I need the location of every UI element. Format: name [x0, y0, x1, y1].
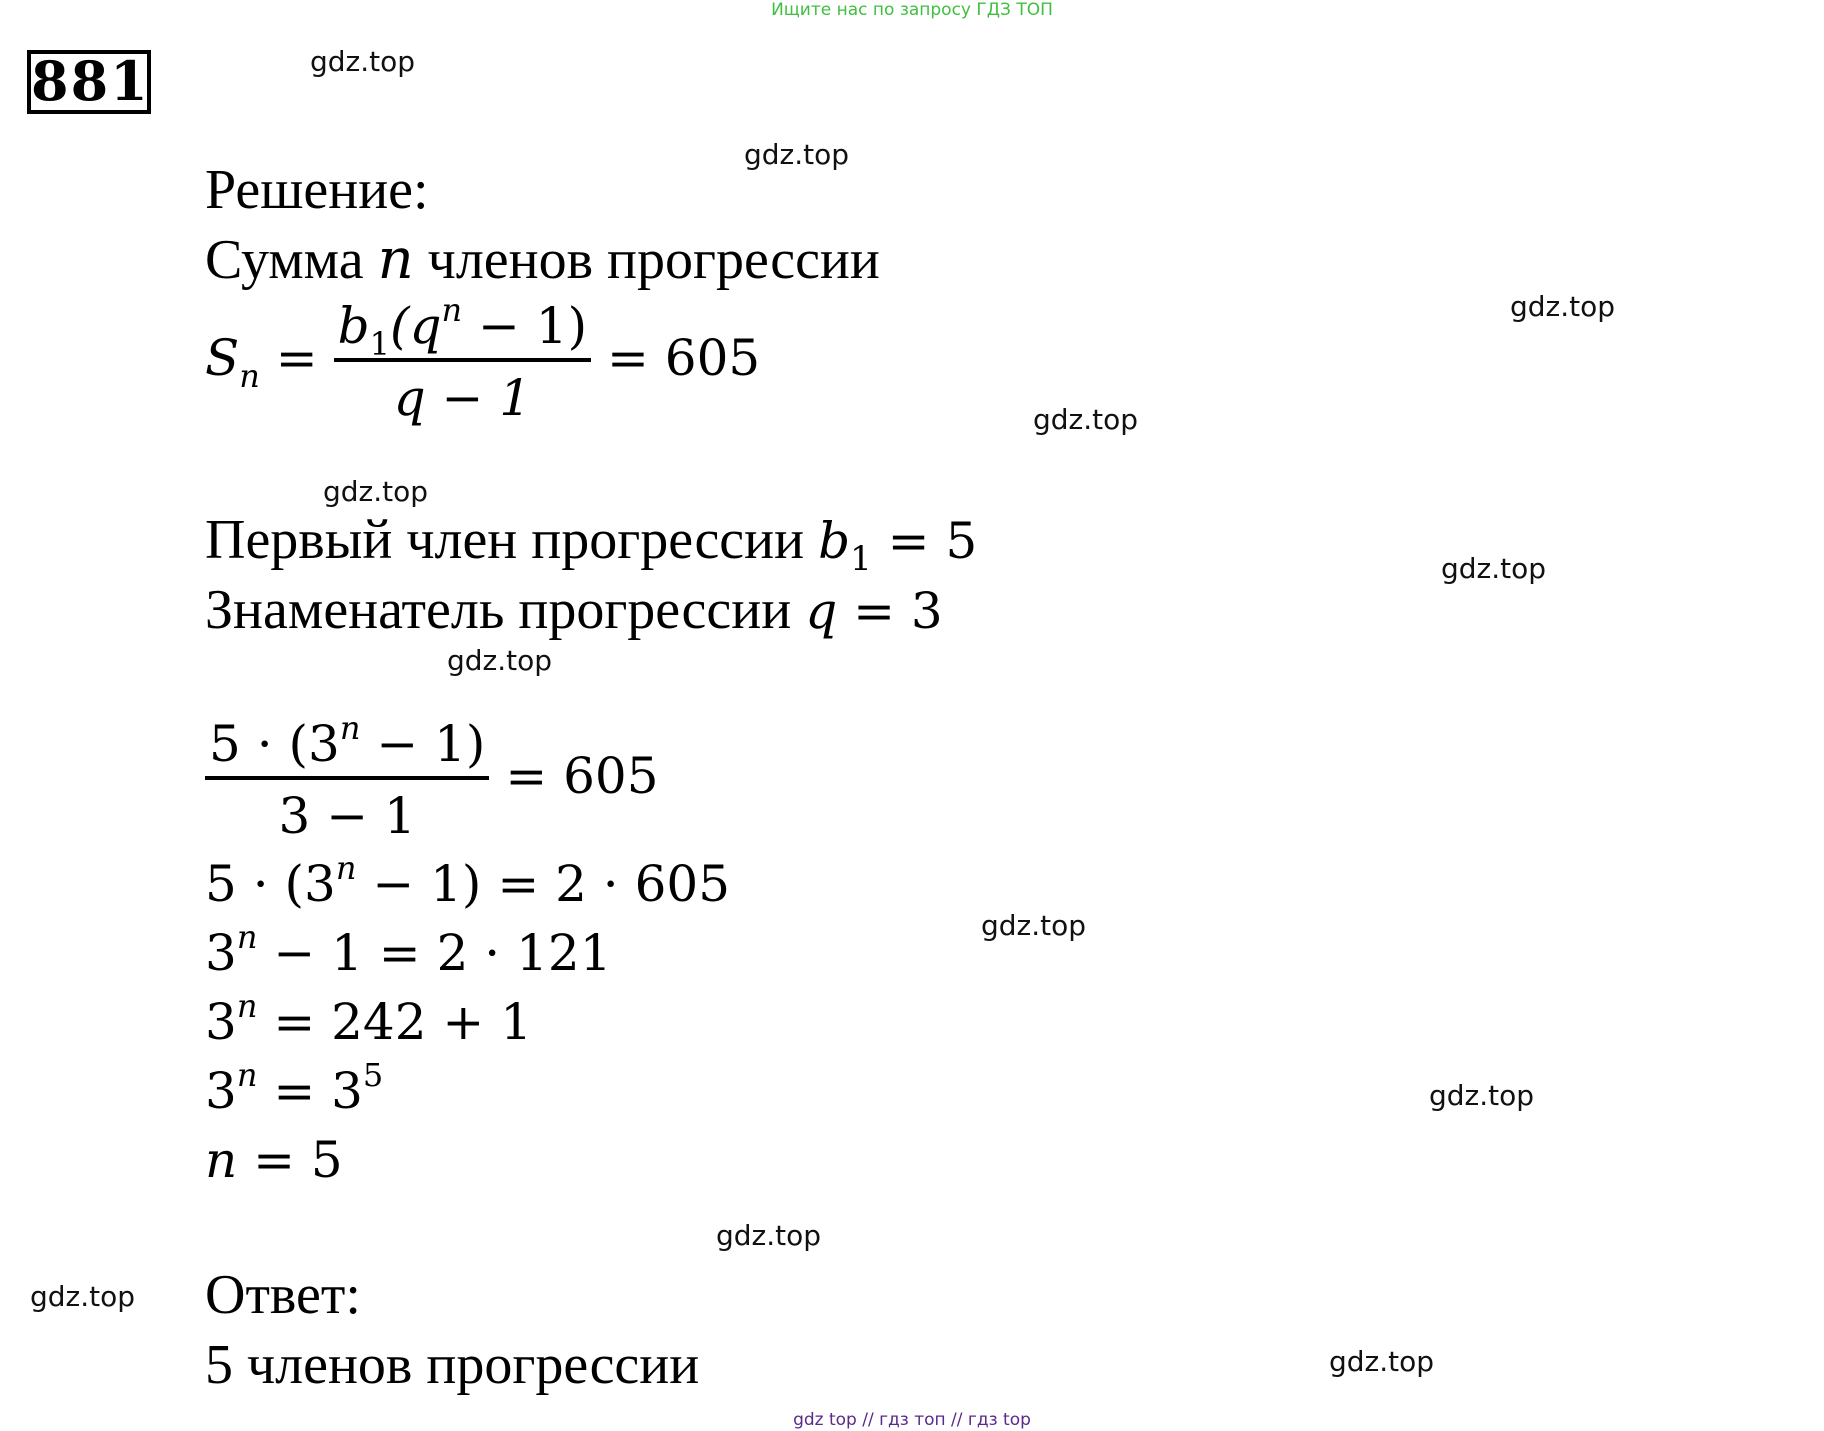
- sum-formula: $S_n$ = $\frac{b_1(q^n - 1)}{q - 1}$ = 605: [205, 291, 761, 427]
- watermark: gdz.top: [1429, 1079, 1535, 1112]
- step-3-equation: $3^n - 1 = 2 \cdot 121$: [205, 918, 612, 982]
- watermark: gdz.top: [310, 45, 416, 78]
- solution-heading: Решение:: [205, 159, 429, 221]
- step-2-equation: $5 \cdot (3^n - 1) = 2 \cdot 605$: [205, 849, 731, 913]
- footer-links[interactable]: gdz top // гдз топ // гдз top: [793, 1410, 1031, 1430]
- step-4-equation: $3^n = 242 + 1$: [205, 987, 533, 1051]
- sum-intro-line: Сумма n членов прогрессии: [205, 227, 880, 292]
- step-6-equation: n = 5: [205, 1131, 343, 1189]
- watermark: gdz.top: [1033, 403, 1139, 436]
- watermark: gdz.top: [1329, 1345, 1435, 1378]
- watermark: gdz.top: [323, 475, 429, 508]
- watermark: gdz.top: [716, 1219, 822, 1252]
- sum-formula-fraction: $\frac{b_1(q^n - 1)}{q - 1}$: [334, 298, 592, 426]
- fraction-bar: [205, 776, 489, 780]
- watermark: gdz.top: [981, 909, 1087, 942]
- answer-heading: Ответ:: [205, 1264, 361, 1326]
- watermark: gdz.top: [30, 1280, 136, 1313]
- watermark: gdz.top: [447, 644, 553, 677]
- watermark: gdz.top: [744, 138, 850, 171]
- step-5-equation: $3^n = 3^5$: [205, 1056, 384, 1120]
- watermark: gdz.top: [1441, 552, 1547, 585]
- watermark: gdz.top: [1510, 290, 1616, 323]
- step-1-equation: $\frac{5 \cdot (3^n - 1)}{3 - 1}$ = 605: [205, 716, 659, 844]
- ratio-line: Знаменатель прогрессии q = 3: [205, 579, 943, 641]
- step-1-fraction: $\frac{5 \cdot (3^n - 1)}{3 - 1}$: [205, 716, 489, 844]
- answer-text: 5 членов прогрессии: [205, 1334, 700, 1396]
- task-number: 881: [27, 50, 151, 114]
- first-term-line: Первый член прогрессии $b_1 = 5$: [205, 509, 978, 579]
- search-hint: Ищите нас по запросу ГДЗ ТОП: [771, 0, 1053, 20]
